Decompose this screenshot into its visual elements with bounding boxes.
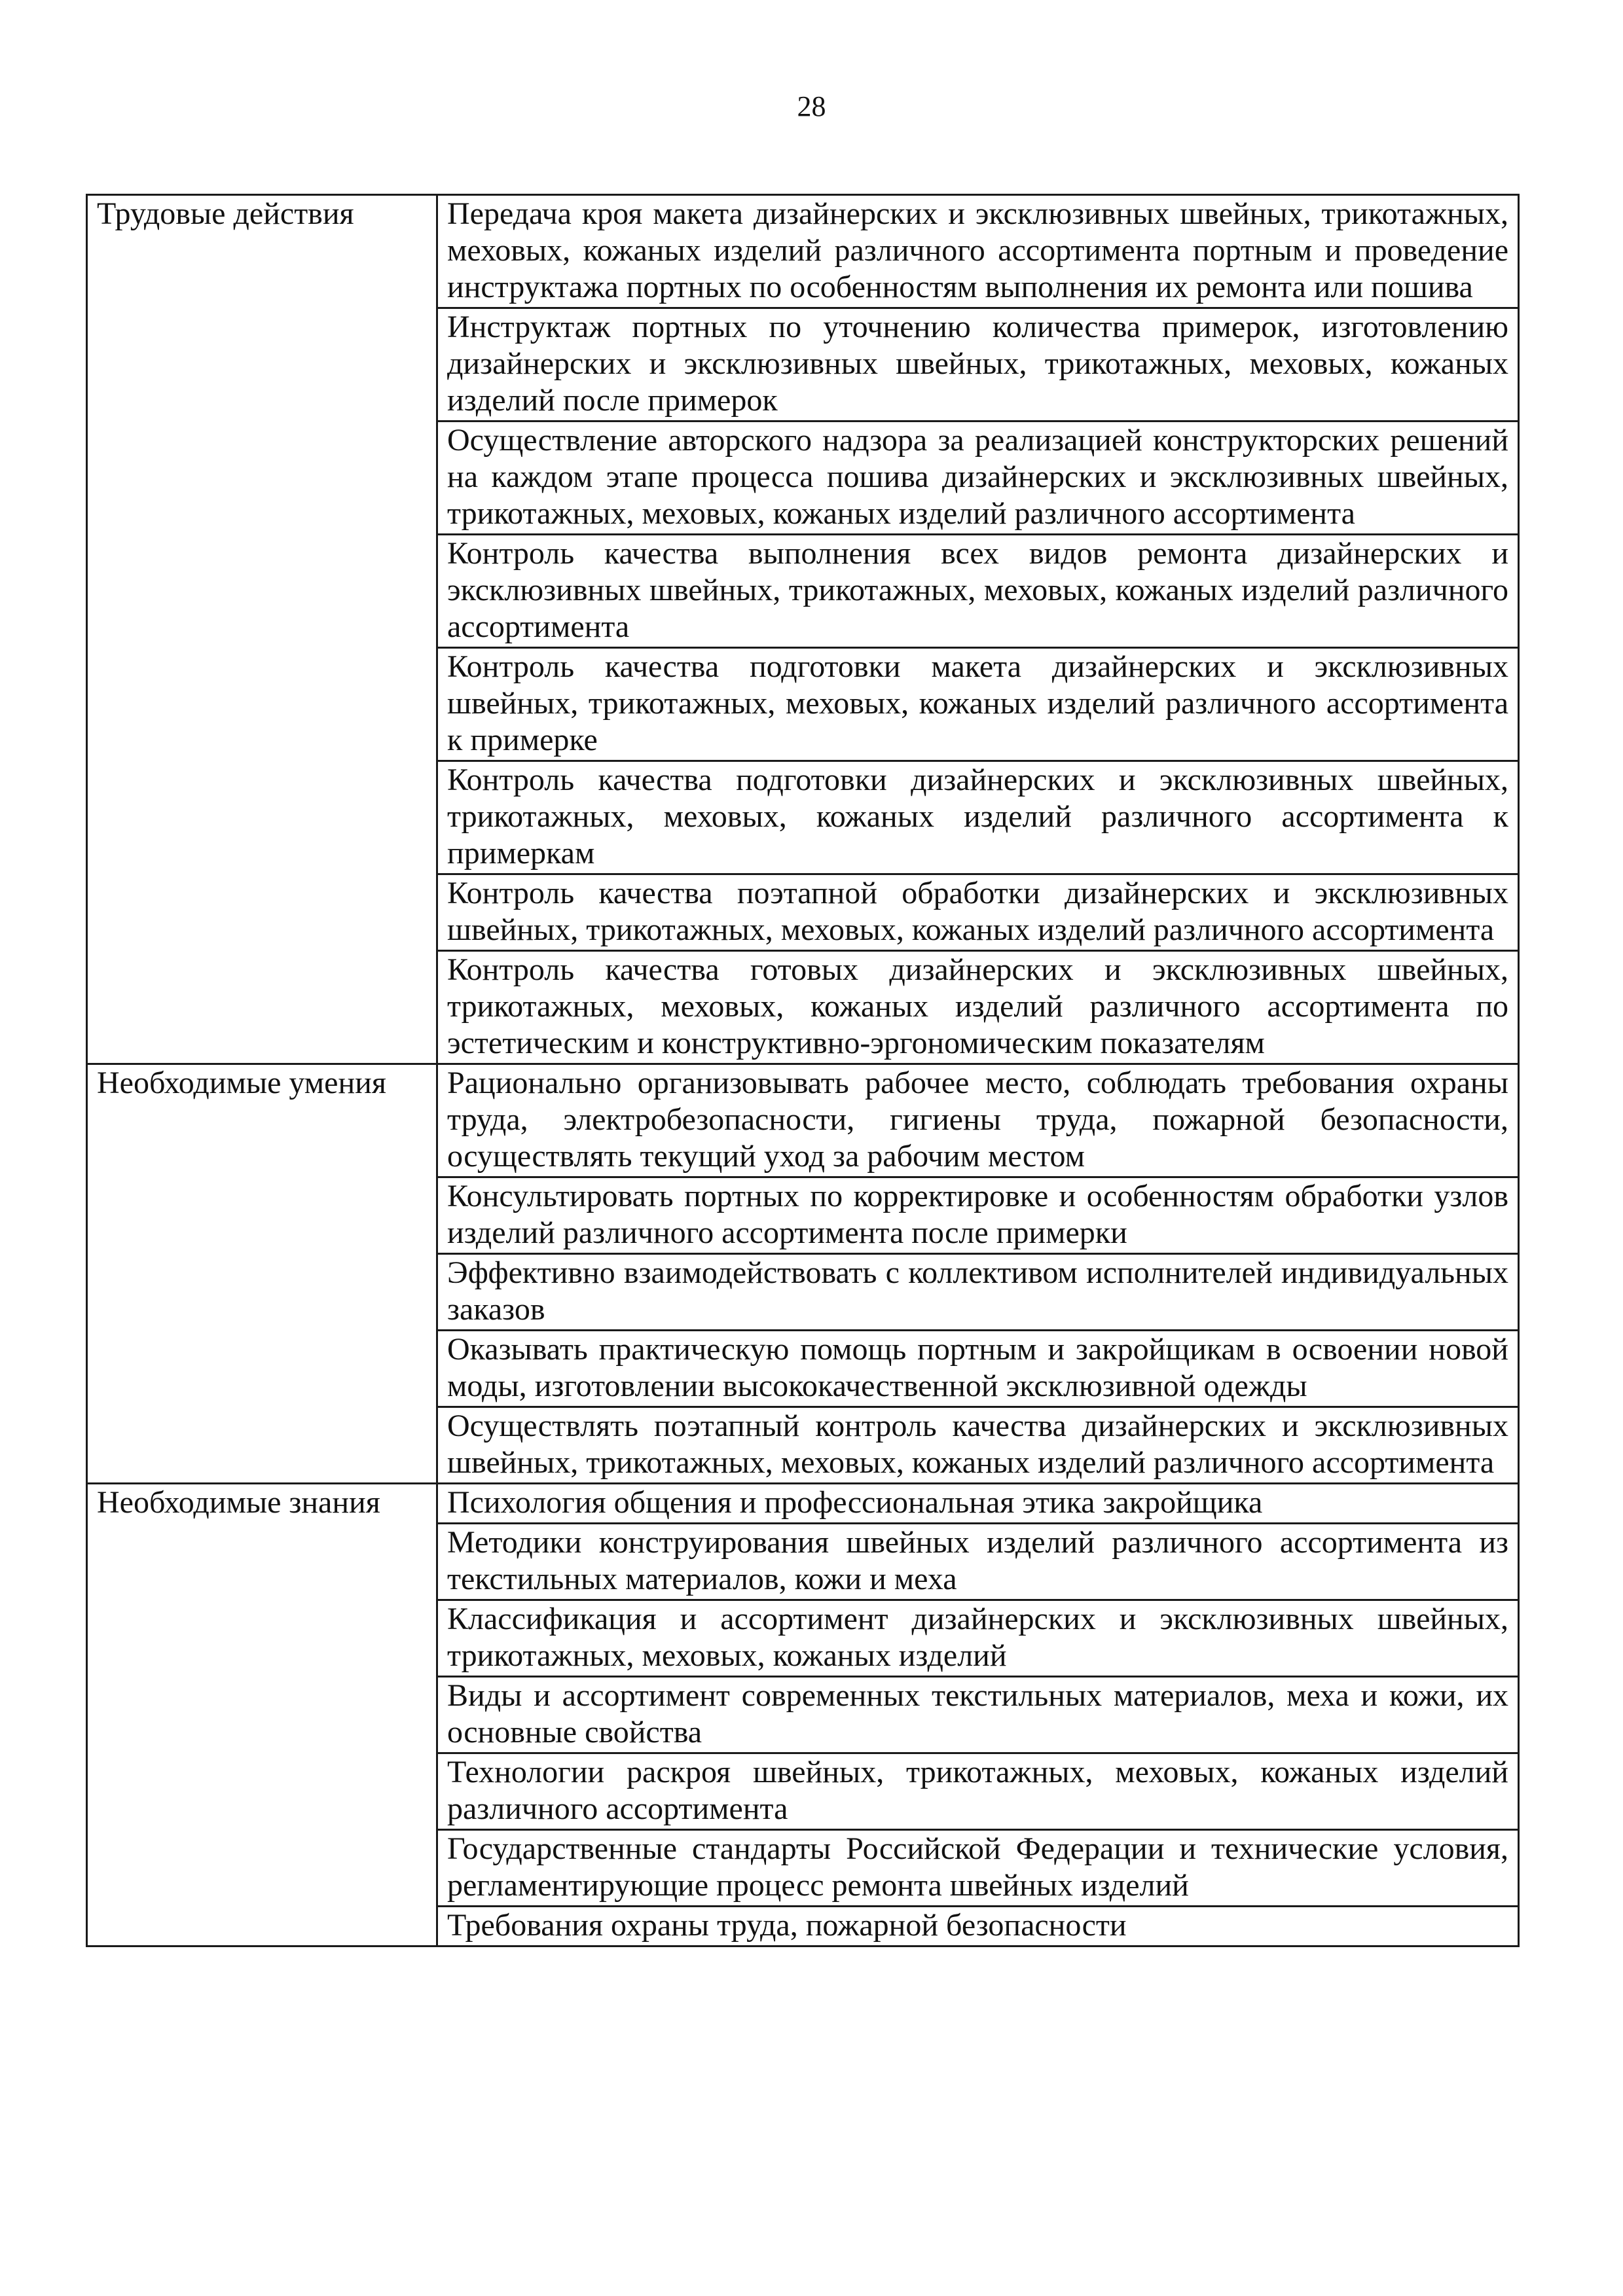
section-item-text: Требования охраны труда, пожарной безопасности — [447, 1908, 1127, 1943]
section-item — [437, 1407, 1519, 1484]
section-item — [437, 1753, 1519, 1830]
section-item-text: Осуществление авторского надзора за реализацией конструкторских решений на каждом этапе процесса пошива дизайнерских и эксклюзивных швейных, трикотажных, меховых, кожаных изделий различного ассортимента — [447, 423, 1508, 531]
table-row — [87, 1064, 1519, 1177]
section-item — [437, 1907, 1519, 1946]
section-item-text: Классификация и ассортимент дизайнерских и эксклюзивных швейных, трикотажных, меховых, кожаных изделий — [447, 1602, 1508, 1673]
section-item-text: Передача кроя макета дизайнерских и эксклюзивных швейных, трикотажных, меховых, кожаных изделий различного ассортимента портным и проведение инструктажа портных по особенностям выполнения их ремонта или пошива — [447, 196, 1508, 304]
section-item-text: Оказывать практическую помощь портным и закройщикам в освоении новой моды, изготовлении высококачественной эксклюзивной одежды — [447, 1332, 1508, 1403]
section-item — [437, 761, 1519, 874]
section-item-text: Контроль качества подготовки дизайнерских и эксклюзивных швейных, трикотажных, меховых, кожаных изделий различного ассортимента к примеркам — [447, 762, 1508, 870]
section-item — [437, 1600, 1519, 1677]
section-item — [437, 1830, 1519, 1907]
section-label: Трудовые действия — [87, 195, 437, 1064]
section-item-text: Контроль качества поэтапной обработки дизайнерских и эксклюзивных швейных, трикотажных, меховых, кожаных изделий различного ассортимента — [447, 876, 1508, 947]
section-item-text: Консультировать портных по корректировке и особенностям обработки узлов изделий различного ассортимента после примерки — [447, 1179, 1508, 1250]
section-item — [437, 1064, 1519, 1177]
section-item — [437, 1177, 1519, 1254]
section-item-text: Рационально организовывать рабочее место, соблюдать требования охраны труда, электробезопасности, гигиены труда, пожарной безопасности, осуществлять текущий уход за рабочим местом — [447, 1066, 1508, 1174]
section-item-text: Эффективно взаимодействовать с коллективом исполнителей индивидуальных заказов — [447, 1255, 1508, 1327]
section-item-text: Виды и ассортимент современных текстильных материалов, меха и кожи, их основные свойства — [447, 1678, 1508, 1749]
table-row — [87, 1484, 1519, 1524]
section-item-text: Методики конструирования швейных изделий различного ассортимента из текстильных материалов, кожи и меха — [447, 1525, 1508, 1596]
section-item-text: Психология общения и профессиональная этика закройщика — [447, 1485, 1263, 1520]
section-item-text: Инструктаж портных по уточнению количества примерок, изготовлению дизайнерских и эксклюзивных швейных, трикотажных, меховых, кожаных изделий после примерок — [447, 310, 1508, 418]
page-number: 28 — [797, 90, 826, 122]
section-item — [437, 422, 1519, 535]
section-item — [437, 195, 1519, 308]
section-item — [437, 1677, 1519, 1753]
section-item-text: Технологии раскроя швейных, трикотажных, меховых, кожаных изделий различного ассортимента — [447, 1755, 1508, 1826]
section-item — [437, 1254, 1519, 1331]
section-item — [437, 1331, 1519, 1407]
table-body — [87, 195, 1519, 1946]
section-item — [437, 1524, 1519, 1600]
section-item — [437, 951, 1519, 1064]
section-item — [437, 308, 1519, 422]
section-item — [437, 1484, 1519, 1524]
section-item-text: Контроль качества подготовки макета дизайнерских и эксклюзивных швейных, трикотажных, меховых, кожаных изделий различного ассортимента к примерке — [447, 649, 1508, 757]
section-label: Необходимые умения — [87, 1064, 437, 1484]
section-item — [437, 535, 1519, 648]
section-item-text: Контроль качества выполнения всех видов ремонта дизайнерских и эксклюзивных швейных, трикотажных, меховых, кожаных изделий различного ассортимента — [447, 536, 1508, 644]
section-item — [437, 874, 1519, 951]
section-item-text: Осуществлять поэтапный контроль качества дизайнерских и эксклюзивных швейных, трикотажных, меховых, кожаных изделий различного ассортимента — [447, 1408, 1508, 1480]
competency-table — [86, 194, 1520, 1947]
section-item — [437, 648, 1519, 761]
table-row — [87, 195, 1519, 308]
section-label: Необходимые знания — [87, 1484, 437, 1946]
section-item-text: Контроль качества готовых дизайнерских и эксклюзивных швейных, трикотажных, меховых, кожаных изделий различного ассортимента по эстетическим и конструктивно-эргономическим показателям — [447, 952, 1508, 1060]
section-item-text: Государственные стандарты Российской Федерации и технические условия, регламентирующие процесс ремонта швейных изделий — [447, 1831, 1508, 1903]
